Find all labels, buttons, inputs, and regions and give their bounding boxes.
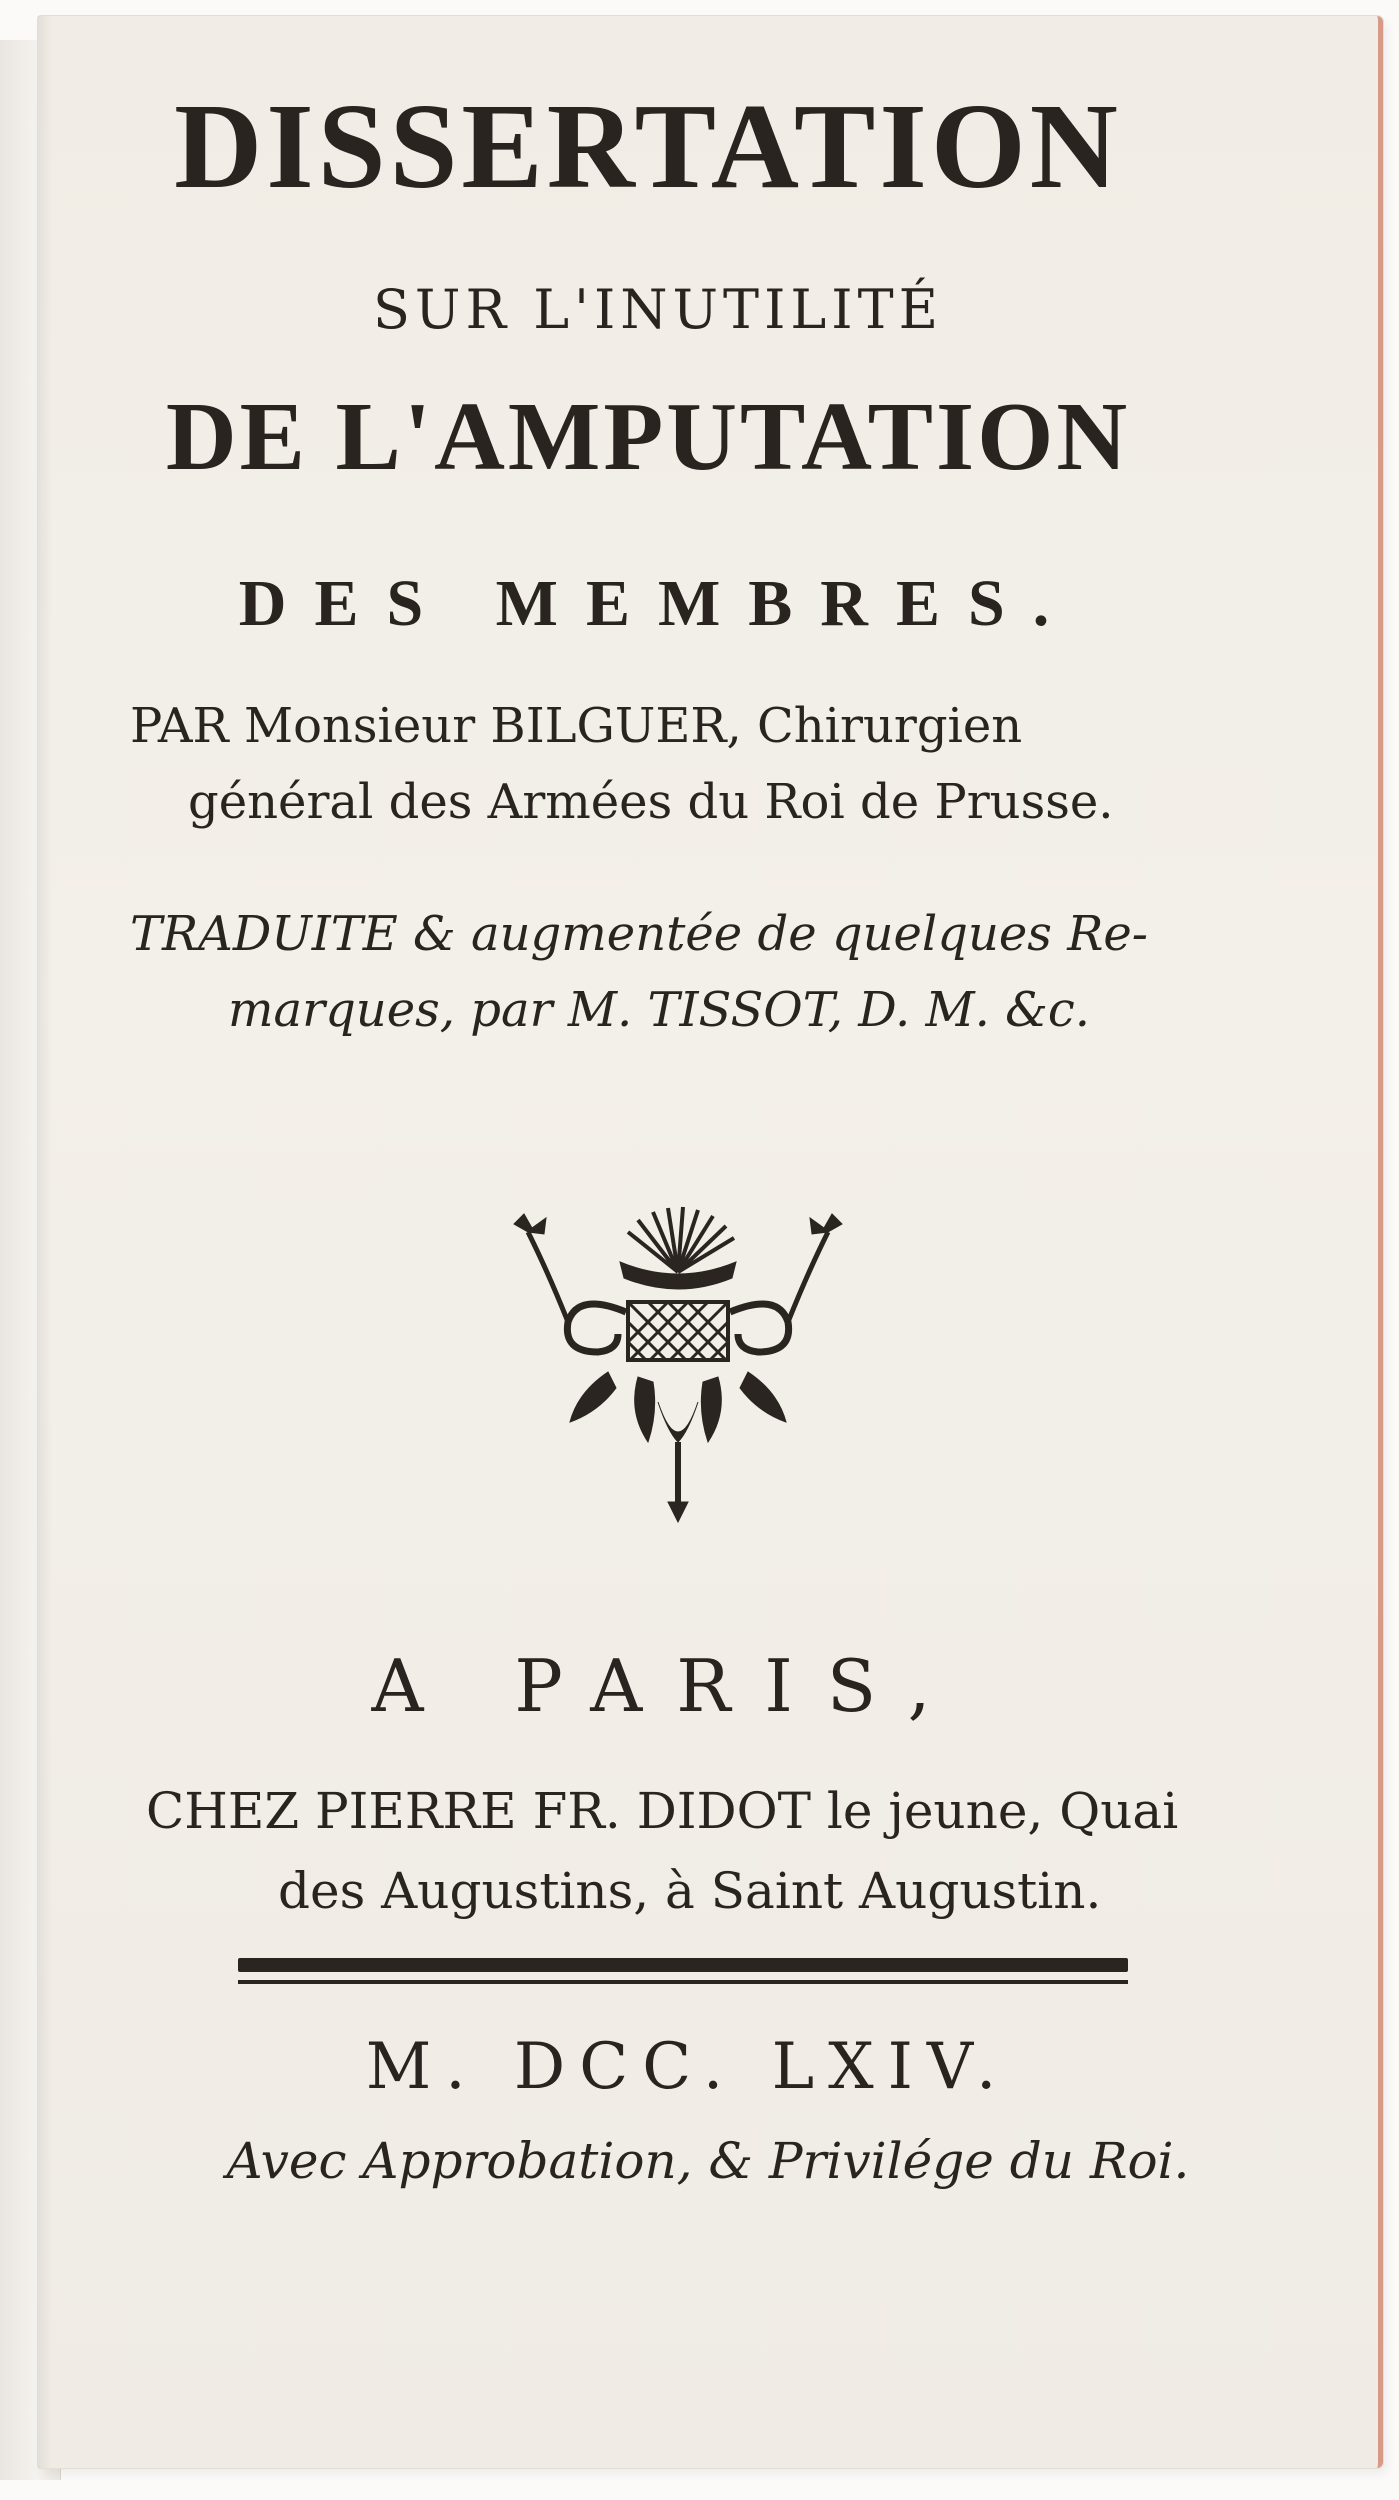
author-line2: général des Armées du Roi de Prusse.	[188, 774, 1114, 830]
book-subtitle-line1: SUR L'INUTILITÉ	[372, 278, 944, 341]
imprint-date: M. DCC. LXIV.	[365, 2030, 1011, 2104]
publisher-line2: des Augustins, à Saint Augustin.	[278, 1862, 1102, 1920]
printer-ornament-icon	[508, 1202, 848, 1532]
double-rule-thin	[238, 1980, 1128, 1984]
author-line1: PAR Monsieur BILGUER, Chirurgien	[130, 698, 1023, 754]
book-subtitle-line2: DES MEMBRES.	[238, 567, 1078, 640]
page-gutter-shadow	[38, 16, 52, 2468]
book-title: DISSERTATION	[174, 79, 1122, 214]
translation-line1: TRADUITE & augmentée de quelques Re-	[130, 906, 1148, 962]
book-title-line2: DE L'AMPUTATION	[165, 383, 1131, 491]
translation-line2: marques, par M. TISSOT, D. M. &c.	[228, 982, 1091, 1038]
approbation-line: Avec Approbation, & Privilége du Roi.	[226, 2132, 1190, 2190]
double-rule-thick	[238, 1958, 1128, 1972]
title-page	[38, 16, 1383, 2468]
imprint-place: A PARIS,	[371, 1644, 965, 1728]
publisher-line1: CHEZ PIERRE FR. DIDOT le jeune, Quai	[146, 1782, 1179, 1840]
